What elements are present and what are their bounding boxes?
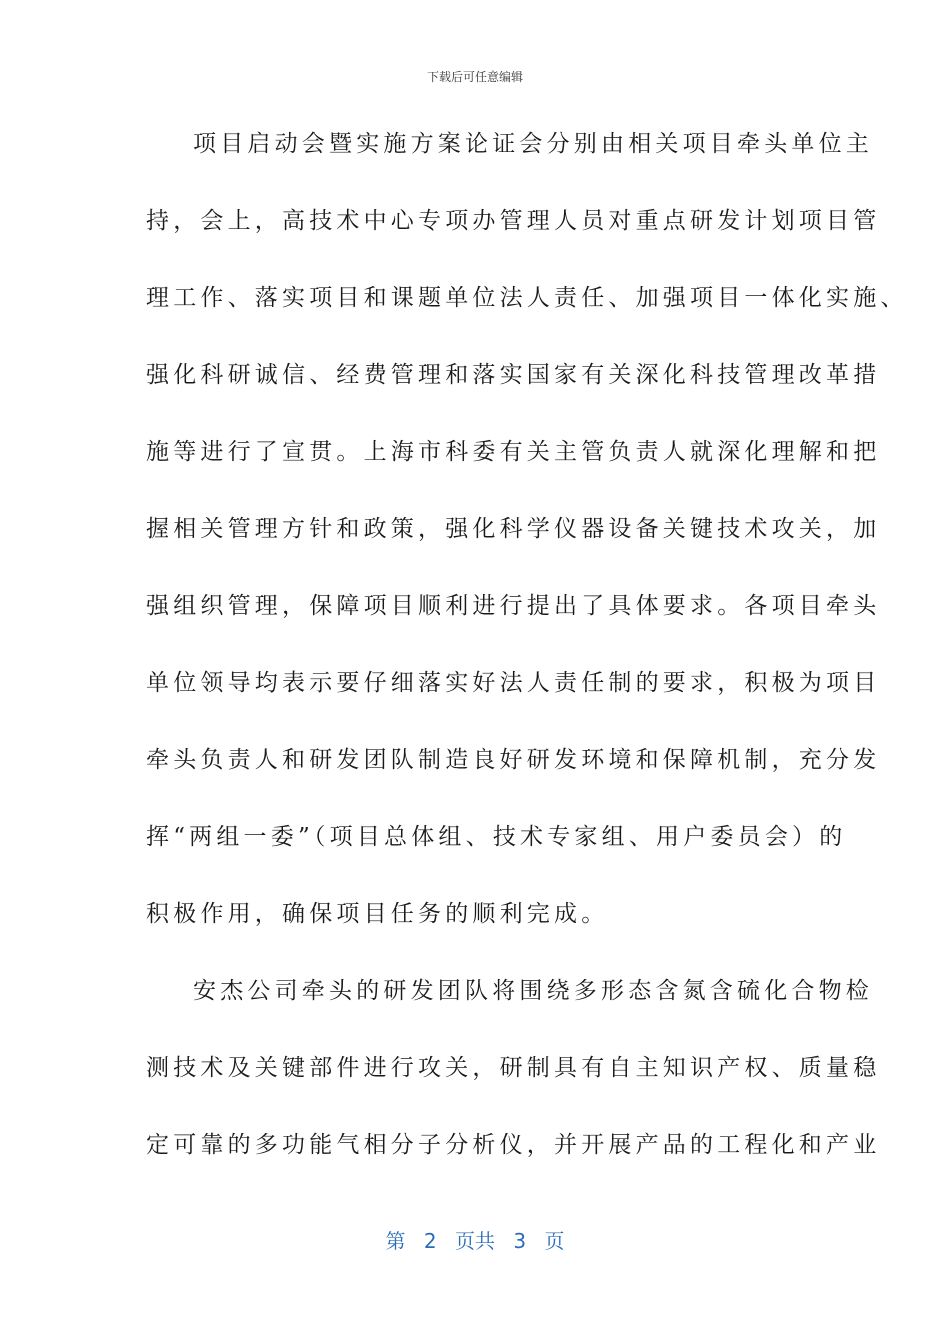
paragraph-line: 牵头负责人和研发团队制造良好研发环境和保障机制，充分发: [146, 747, 881, 773]
paragraph-line: 安杰公司牵头的研发团队将围绕多形态含氮含硫化合物检: [193, 978, 873, 1004]
paragraph-line: 理工作、落实项目和课题单位法人责任、加强项目一体化实施、: [146, 285, 908, 311]
paragraph-line: 定可靠的多功能气相分子分析仪，并开展产品的工程化和产业: [146, 1132, 881, 1158]
paragraph-line: 项目启动会暨实施方案论证会分别由相关项目牵头单位主: [193, 131, 873, 157]
paragraph-line: 握相关管理方针和政策，强化科学仪器设备关键技术攻关，加: [146, 516, 881, 542]
footer-middle: 页共: [455, 1229, 495, 1253]
body-text: [146, 124, 908, 1202]
paragraph-line: 强组织管理，保障项目顺利进行提出了具体要求。各项目牵头: [146, 593, 881, 619]
current-page-number: 2: [423, 1229, 437, 1253]
total-pages-number: 3: [513, 1229, 527, 1253]
page-header-note: 下载后可任意编辑: [426, 70, 523, 84]
footer-prefix: 第: [385, 1229, 406, 1253]
paragraph-line: 积极作用，确保项目任务的顺利完成。: [146, 901, 609, 927]
paragraph-line: 强化科研诚信、经费管理和落实国家有关深化科技管理改革措: [146, 362, 881, 388]
paragraph-line: 持，会上，高技术中心专项办管理人员对重点研发计划项目管: [146, 208, 881, 234]
page-number-footer: [0, 1225, 950, 1254]
paragraph-line: 单位领导均表示要仔细落实好法人责任制的要求，积极为项目: [146, 670, 881, 696]
paragraph-line: 挥“两组一委”（项目总体组、技术专家组、用户委员会）的: [146, 824, 847, 850]
footer-suffix: 页: [544, 1229, 565, 1253]
paragraph-line: 施等进行了宣贯。上海市科委有关主管负责人就深化理解和把: [146, 439, 881, 465]
paragraph-line: 测技术及关键部件进行攻关，研制具有自主知识产权、质量稳: [146, 1055, 881, 1081]
